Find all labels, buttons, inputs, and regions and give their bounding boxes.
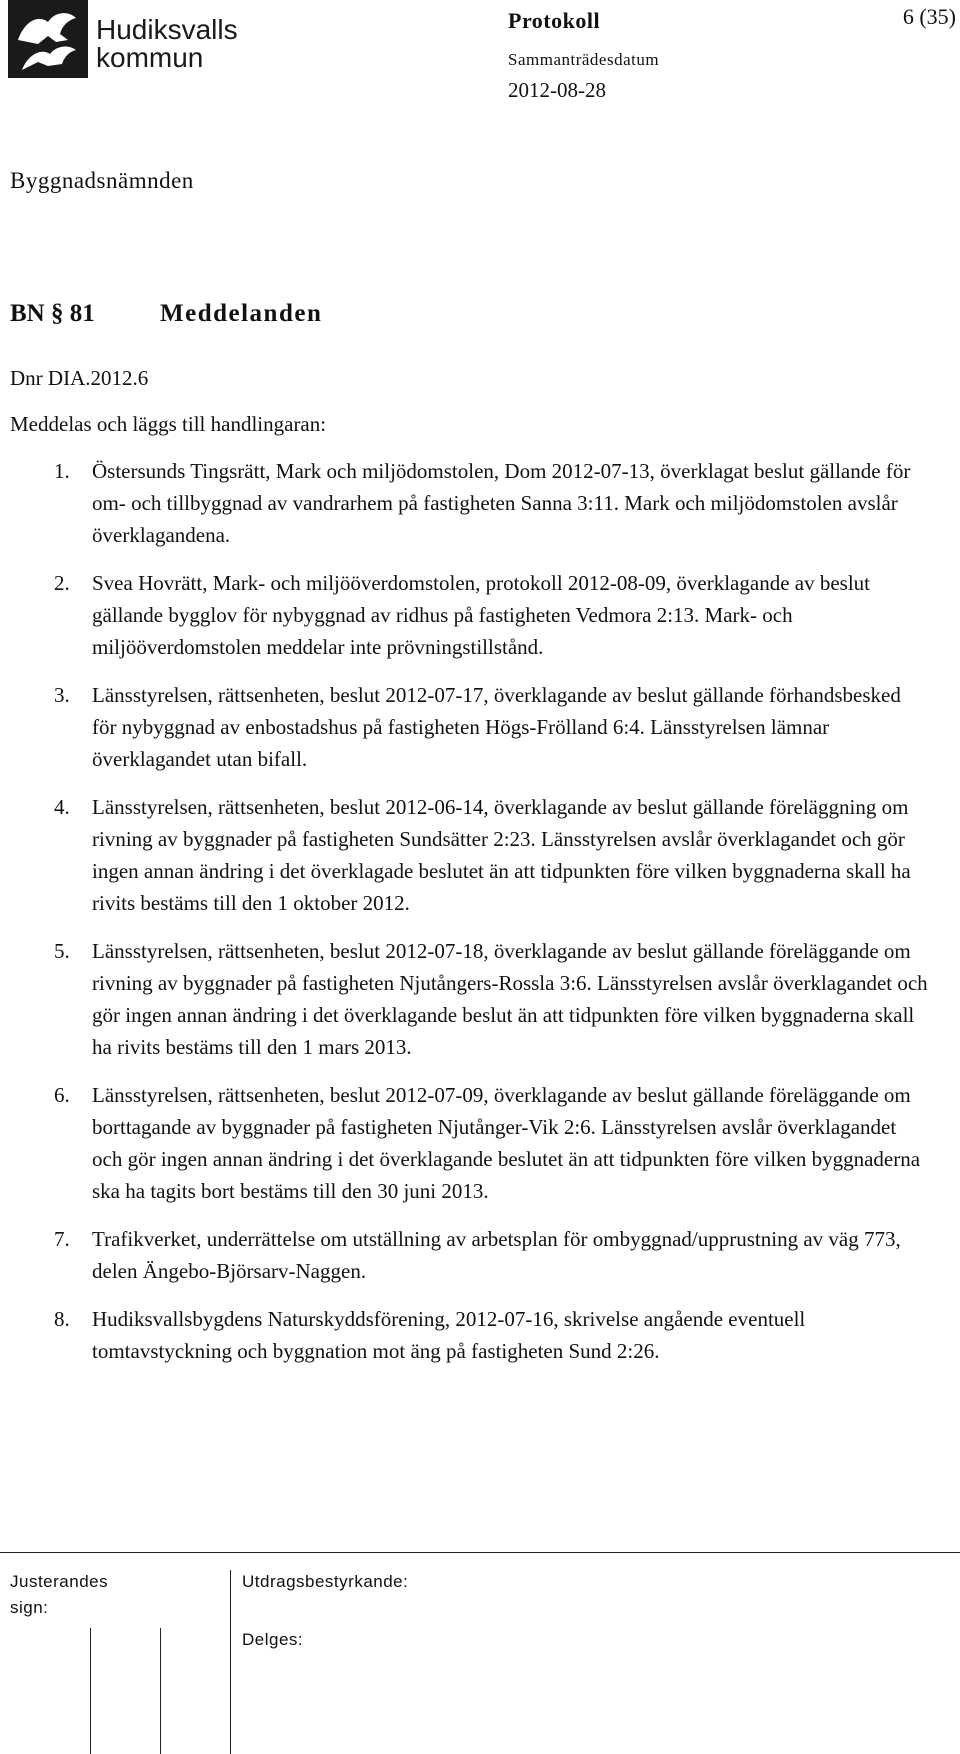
list-item-text: Hudiksvallsbygdens Naturskyddsförening, 2012-07-16, skrivelse angående eventuell tomtavstyckning och byggnation mot äng på fastigheten Sund 2:26. (92, 1307, 806, 1363)
section-intro: Meddelas och läggs till handlingaran: (10, 412, 327, 436)
list-item-number: 5. (54, 939, 70, 963)
footer-justerandes-label: Justerandes (10, 1572, 109, 1591)
list-item (10, 1223, 930, 1287)
signature-box-divider (90, 1628, 91, 1754)
logo-line-1: Hudiksvalls (96, 14, 238, 45)
meeting-date-label: Sammanträdesdatum (508, 50, 660, 69)
list-item (10, 1303, 930, 1367)
list-item (10, 1079, 930, 1207)
list-item (10, 935, 930, 1063)
list-item-number: 1. (54, 459, 70, 483)
list-item (10, 455, 930, 551)
footer-sign-label: sign: (10, 1598, 49, 1617)
section-title: Meddelanden (160, 300, 323, 327)
footer-divider (0, 1552, 960, 1553)
signature-box-divider (160, 1628, 161, 1754)
list-item (10, 567, 930, 663)
list-item-number: 3. (54, 683, 70, 707)
list-item-text: Svea Hovrätt, Mark- och miljööverdomstolen, protokoll 2012-08-09, överklagande av beslut gällande bygglov för nybyggnad av ridhus på fastigheten Vedmora 2:13. Mark- och miljööverdomstolen meddelar inte prövningstillstånd. (92, 571, 870, 659)
logo-text (96, 16, 238, 72)
list-item-text: Östersunds Tingsrätt, Mark och miljödomstolen, Dom 2012-07-13, överklagat beslut gällande för om- och tillbyggnad av vandrarhem på fastigheten Sanna 3:11. Mark och miljödomstolen avslår överklagandena. (92, 459, 911, 547)
list-item (10, 679, 930, 775)
organization-name: Byggnadsnämnden (10, 168, 194, 193)
meeting-date: 2012-08-28 (508, 78, 606, 102)
document-type: Protokoll (508, 8, 601, 33)
list-item-number: 6. (54, 1083, 70, 1107)
list-item-text: Länsstyrelsen, rättsenheten, beslut 2012-07-17, överklagande av beslut gällande förhandsbesked för nybyggnad av enbostadshus på fastigheten Högs-Frölland 6:4. Länsstyrelsen lämnar överklagandet utan bifall. (92, 683, 901, 771)
list-item (10, 791, 930, 919)
diary-number: Dnr DIA.2012.6 (10, 366, 149, 390)
list-item-text: Länsstyrelsen, rättsenheten, beslut 2012-06-14, överklagande av beslut gällande föreläggning om rivning av byggnader på fastigheten Sundsätter 2:23. Länsstyrelsen avslår överklagandet och gör ingen annan ändring i det överklagade beslutet än att tidpunkten före vilken byggnaderna skall ha rivits bestäms till den 1 oktober 2012. (92, 795, 911, 915)
list-item-number: 4. (54, 795, 70, 819)
footer-delges-label: Delges: (242, 1630, 304, 1649)
list-item-number: 2. (54, 571, 70, 595)
notices-list (10, 455, 930, 1383)
footer-utdragsbestyrkande-label: Utdragsbestyrkande: (242, 1572, 409, 1591)
footer-column-divider (230, 1570, 231, 1754)
page-number: 6 (35) (902, 4, 956, 29)
list-item-text: Länsstyrelsen, rättsenheten, beslut 2012-07-18, överklagande av beslut gällande föreläggande om rivning av byggnader på fastigheten Njutångers-Rossla 3:6. Länsstyrelsen avslår överklagandet och gör ingen annan ändring i det överklagande beslut än att tidpunkten före vilken byggnaderna skall ha rivits bestäms till den 1 mars 2013. (92, 939, 928, 1059)
list-item-text: Trafikverket, underrättelse om utställning av arbetsplan för ombyggnad/upprustning av väg 773, delen Ängebo-Björsarv-Naggen. (92, 1227, 901, 1283)
logo-line-2: kommun (96, 42, 204, 73)
municipality-logo (8, 0, 248, 78)
list-item-number: 7. (54, 1227, 70, 1251)
section-number: BN § 81 (10, 300, 95, 327)
list-item-text: Länsstyrelsen, rättsenheten, beslut 2012-07-09, överklagande av beslut gällande föreläggande om borttagande av byggnader på fastigheten Njutånger-Vik 2:6. Länsstyrelsen avslår överklagandet och gör ingen annan ändring i det överklagande beslutet än att tidpunkten före vilken byggnaderna ska ha tagits bort bestäms till den 30 juni 2013. (92, 1083, 921, 1203)
list-item-number: 8. (54, 1307, 70, 1331)
goat-emblem-icon (8, 0, 88, 78)
